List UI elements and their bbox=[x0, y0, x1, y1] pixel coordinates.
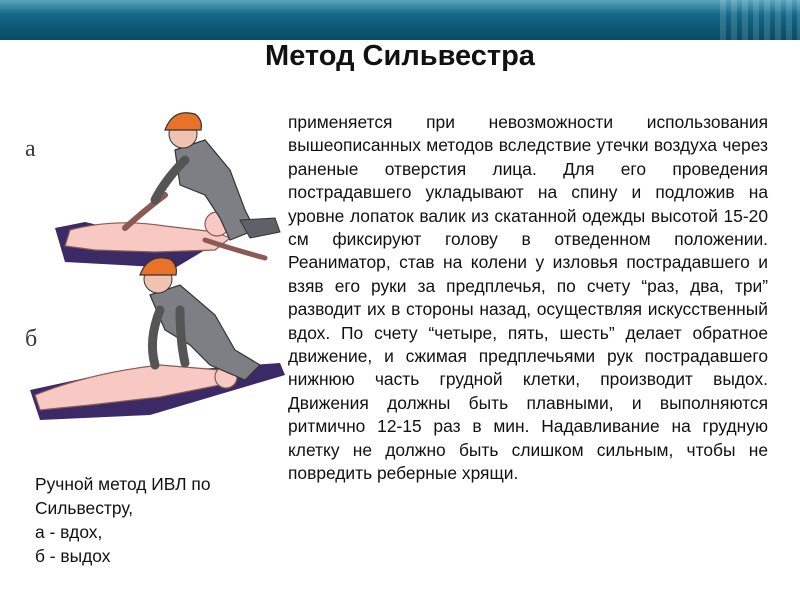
illustration-inhale bbox=[55, 100, 285, 270]
header-stripes bbox=[720, 0, 800, 40]
illustration-exhale bbox=[30, 255, 285, 425]
slide-title: Метод Сильвестра bbox=[265, 40, 535, 72]
header-bar bbox=[0, 0, 800, 40]
rescuer-leg bbox=[240, 218, 280, 238]
header-sheen bbox=[0, 0, 800, 14]
rescuer-arm bbox=[180, 310, 185, 363]
figure-label-b: б bbox=[25, 326, 38, 352]
helmet-icon bbox=[165, 113, 201, 130]
helmet-icon bbox=[140, 258, 176, 275]
figure-label-a: а bbox=[25, 136, 36, 162]
rescuer-arm bbox=[152, 310, 160, 365]
description-text: применяется при невозможности использования вышеописанных методов вследствие утечки воздуха через раненые отверстия лица. Для его проведения пострадавшего укладывают на спину и подложив на уровне лопаток валик из скатанной одежды высотой 15-20 см фиксируют голову в отведенном положении. Реаниматор, став на колени у изловья пострадавшего и взяв его руки за предплечья, по счету “раз, два, три” разводит их в стороны назад, осуществляя искусственный вдох. По счету “четыре, пять, шесть” делает обратное движение, и сжимая предплечьями рук пострадавшего нижнюю часть грудной клетки, производит выдох. Движения должны быть плавными, и выполняются ритмично 12-15 раз в мин. Надавливание на грудную клетку не должно быть слишком сильным, чтобы не повредить реберные хрящи. bbox=[288, 112, 768, 484]
figure-caption: Ручной метод ИВЛ по Сильвестру, а - вдох, б - выдох bbox=[35, 474, 211, 566]
